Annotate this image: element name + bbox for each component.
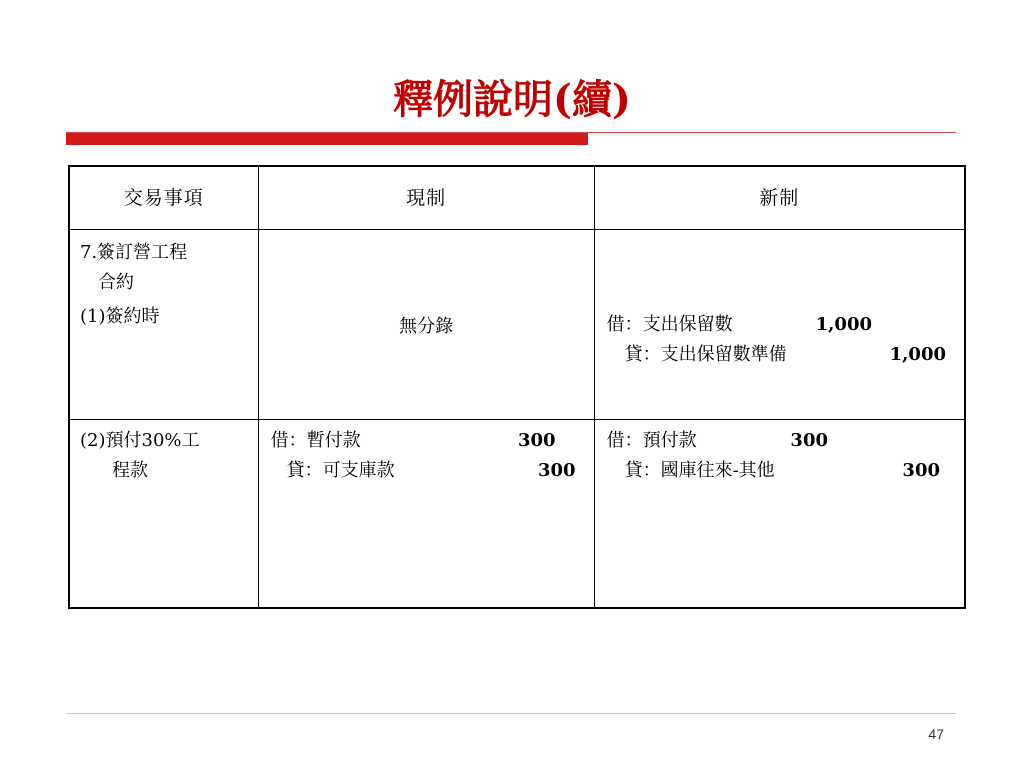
row2-new-debit-label: 借：預付款 xyxy=(606,430,697,451)
row1-item-line1: 7.簽訂營工程 xyxy=(80,242,188,263)
row2-item-line1: (2)預付30%工 xyxy=(80,430,200,451)
row1-new-debit-label: 借：支出保留數 xyxy=(606,314,733,335)
row2-current-debit xyxy=(271,426,576,456)
footer-divider xyxy=(66,713,956,714)
row1-item-line3: (1)簽約時 xyxy=(80,306,160,327)
table-row xyxy=(69,420,965,609)
row2-new-debit-amount: 300 xyxy=(790,430,828,451)
row2-new-cell xyxy=(594,420,965,609)
row1-new-credit xyxy=(607,340,946,370)
row2-item-cell xyxy=(69,420,258,609)
row2-current-debit-amount: 300 xyxy=(518,430,556,451)
table-header-row xyxy=(69,166,965,230)
slide-title: 釋例說明(續) xyxy=(393,76,631,123)
row2-new-debit xyxy=(607,426,940,456)
page-number: 47 xyxy=(928,726,944,742)
row1-new-cell xyxy=(594,230,965,420)
row2-current-credit-amount: 300 xyxy=(538,460,576,481)
row2-new-credit-amount: 300 xyxy=(902,460,940,481)
row1-new-credit-label: 貸：支出保留數準備 xyxy=(624,344,787,365)
header-new-system: 新制 xyxy=(594,166,965,230)
row2-item-line2: 程款 xyxy=(112,460,148,481)
row1-item-line2: 合約 xyxy=(98,272,134,293)
title-divider-thick xyxy=(66,133,588,145)
row1-item-cell xyxy=(69,230,258,420)
row2-new-credit xyxy=(607,456,940,486)
row2-current-credit-label: 貸：可支庫款 xyxy=(286,460,395,481)
journal-entry-table xyxy=(68,165,966,609)
row2-current-credit xyxy=(271,456,576,486)
row2-new-credit-label: 貸：國庫往來-其他 xyxy=(624,460,775,481)
row1-new-debit-amount: 1,000 xyxy=(815,314,872,335)
row1-new-credit-amount: 1,000 xyxy=(889,344,946,365)
header-current-system: 現制 xyxy=(258,166,594,230)
row1-current-text: 無分錄 xyxy=(399,316,454,337)
row2-current-cell xyxy=(258,420,594,609)
table-row xyxy=(69,230,965,420)
row2-current-debit-label: 借：暫付款 xyxy=(270,430,361,451)
row1-new-debit xyxy=(607,310,946,340)
row1-current-cell xyxy=(258,230,594,420)
header-transaction: 交易事項 xyxy=(69,166,258,230)
